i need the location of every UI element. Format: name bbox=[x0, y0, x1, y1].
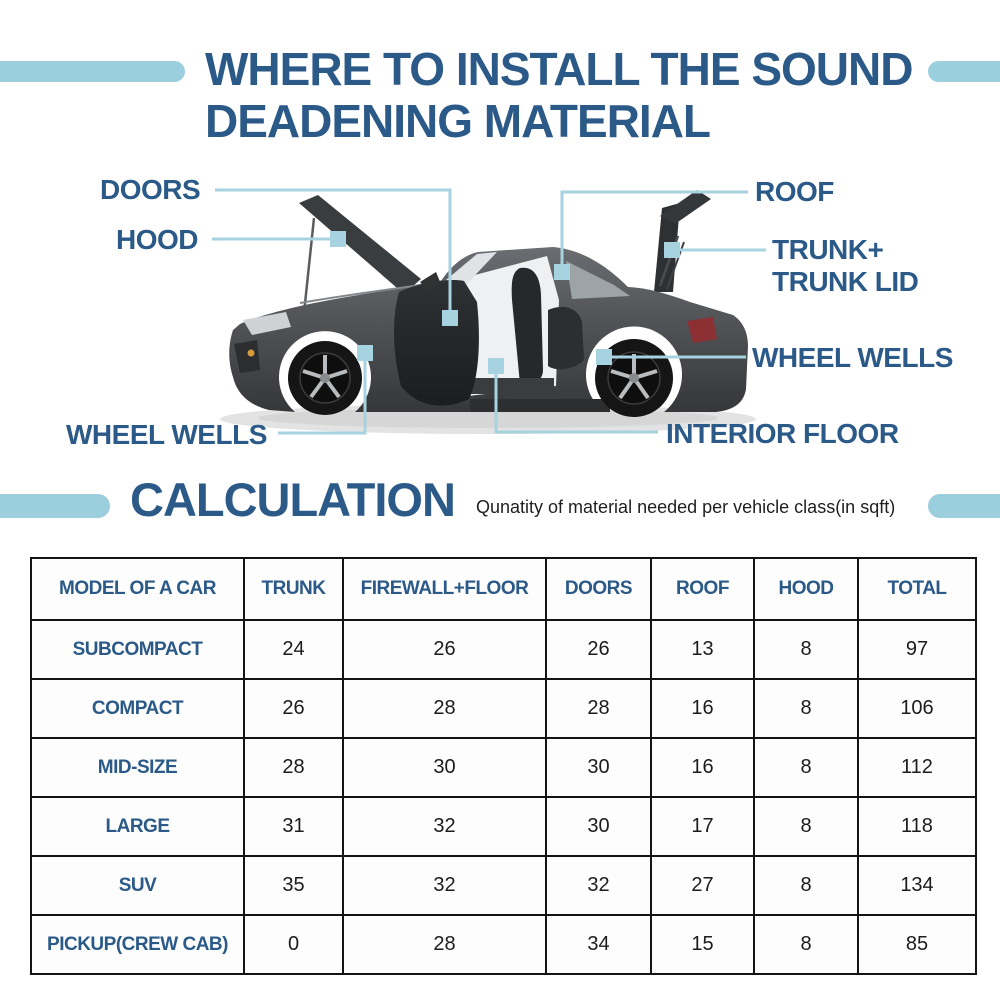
cell-value: 30 bbox=[343, 738, 546, 797]
cell-value: 118 bbox=[858, 797, 976, 856]
material-quantity-table bbox=[30, 557, 977, 975]
doors-label: DOORS bbox=[100, 174, 201, 205]
cell-value: 27 bbox=[651, 856, 754, 915]
cell-value: 26 bbox=[343, 620, 546, 679]
hood-anchor-square bbox=[330, 231, 346, 247]
cell-value: 112 bbox=[858, 738, 976, 797]
wheel-wells-left-anchor-square bbox=[357, 345, 373, 361]
cell-value: 17 bbox=[651, 797, 754, 856]
cell-value: 35 bbox=[244, 856, 343, 915]
cell-value: 8 bbox=[754, 620, 858, 679]
wheel-wells-left-label: WHEEL WELLS bbox=[66, 419, 267, 450]
cell-value: 8 bbox=[754, 915, 858, 974]
trunk-label-line2: TRUNK LID bbox=[772, 266, 919, 298]
cell-value: 24 bbox=[244, 620, 343, 679]
cell-value: 30 bbox=[546, 738, 651, 797]
cell-value: 32 bbox=[343, 856, 546, 915]
cell-value: 134 bbox=[858, 856, 976, 915]
cell-value: 97 bbox=[858, 620, 976, 679]
front-wheel bbox=[288, 341, 362, 415]
open-front-door bbox=[394, 280, 479, 406]
cell-value: 30 bbox=[546, 797, 651, 856]
rocker-panel bbox=[470, 399, 610, 412]
table-header-row bbox=[31, 558, 976, 620]
column-header-roof: ROOF bbox=[651, 558, 754, 620]
rear-seat bbox=[548, 307, 584, 370]
row-model-large: LARGE bbox=[31, 797, 244, 856]
fog-light bbox=[248, 350, 255, 357]
row-model-pickup-crew-cab: PICKUP(CREW CAB) bbox=[31, 915, 244, 974]
cell-value: 32 bbox=[343, 797, 546, 856]
cell-value: 28 bbox=[343, 915, 546, 974]
table-row bbox=[31, 856, 976, 915]
interior-floor-anchor-square bbox=[488, 358, 504, 374]
open-hood-panel bbox=[299, 195, 421, 294]
column-header-doors: DOORS bbox=[546, 558, 651, 620]
cell-value: 16 bbox=[651, 679, 754, 738]
cell-value: 8 bbox=[754, 856, 858, 915]
roof-anchor-square bbox=[554, 264, 570, 280]
cell-value: 13 bbox=[651, 620, 754, 679]
row-model-suv: SUV bbox=[31, 856, 244, 915]
cell-value: 28 bbox=[343, 679, 546, 738]
trunk-label-line1: TRUNK+ bbox=[772, 234, 884, 265]
row-model-compact: COMPACT bbox=[31, 679, 244, 738]
wheel-wells-right-anchor-square bbox=[596, 349, 612, 365]
column-header-model: MODEL OF A CAR bbox=[31, 558, 244, 620]
calculation-left-bar-decoration bbox=[0, 494, 110, 518]
column-header-firewall-floor: FIREWALL+FLOOR bbox=[343, 558, 546, 620]
cell-value: 16 bbox=[651, 738, 754, 797]
cell-value: 26 bbox=[546, 620, 651, 679]
trunk-label bbox=[772, 234, 918, 298]
calculation-right-bar-decoration bbox=[928, 494, 1000, 518]
cell-value: 8 bbox=[754, 738, 858, 797]
cell-value: 28 bbox=[546, 679, 651, 738]
cell-value: 8 bbox=[754, 679, 858, 738]
table-row bbox=[31, 915, 976, 974]
doors-anchor-square bbox=[442, 310, 458, 326]
cell-value: 32 bbox=[546, 856, 651, 915]
cell-value: 28 bbox=[244, 738, 343, 797]
column-header-trunk: TRUNK bbox=[244, 558, 343, 620]
cell-value: 8 bbox=[754, 797, 858, 856]
column-header-hood: HOOD bbox=[754, 558, 858, 620]
cell-value: 34 bbox=[546, 915, 651, 974]
cell-value: 106 bbox=[858, 679, 976, 738]
cell-value: 26 bbox=[244, 679, 343, 738]
table-row bbox=[31, 679, 976, 738]
table-row bbox=[31, 797, 976, 856]
table-row bbox=[31, 738, 976, 797]
interior-floor-sill bbox=[462, 378, 554, 394]
table-row bbox=[31, 620, 976, 679]
page-title-line1: WHERE TO INSTALL THE SOUND bbox=[205, 43, 913, 95]
roof-label: ROOF bbox=[755, 176, 834, 207]
wheel-wells-right-label: WHEEL WELLS bbox=[752, 342, 953, 373]
interior-floor-label: INTERIOR FLOOR bbox=[666, 418, 899, 449]
hood-label: HOOD bbox=[116, 224, 198, 255]
roof-callout-line bbox=[562, 192, 748, 264]
trunk-anchor-square bbox=[664, 242, 680, 258]
cell-value: 31 bbox=[244, 797, 343, 856]
row-model-subcompact: SUBCOMPACT bbox=[31, 620, 244, 679]
car-side-view-illustration bbox=[220, 190, 756, 434]
cell-value: 0 bbox=[244, 915, 343, 974]
cell-value: 85 bbox=[858, 915, 976, 974]
row-model-mid-size: MID-SIZE bbox=[31, 738, 244, 797]
calculation-heading: CALCULATION bbox=[130, 473, 455, 526]
cell-value: 15 bbox=[651, 915, 754, 974]
column-header-total: TOTAL bbox=[858, 558, 976, 620]
page-title-line2: DEADENING MATERIAL bbox=[205, 94, 711, 147]
calculation-subtitle: Qunatity of material needed per vehicle class(in sqft) bbox=[476, 497, 896, 517]
